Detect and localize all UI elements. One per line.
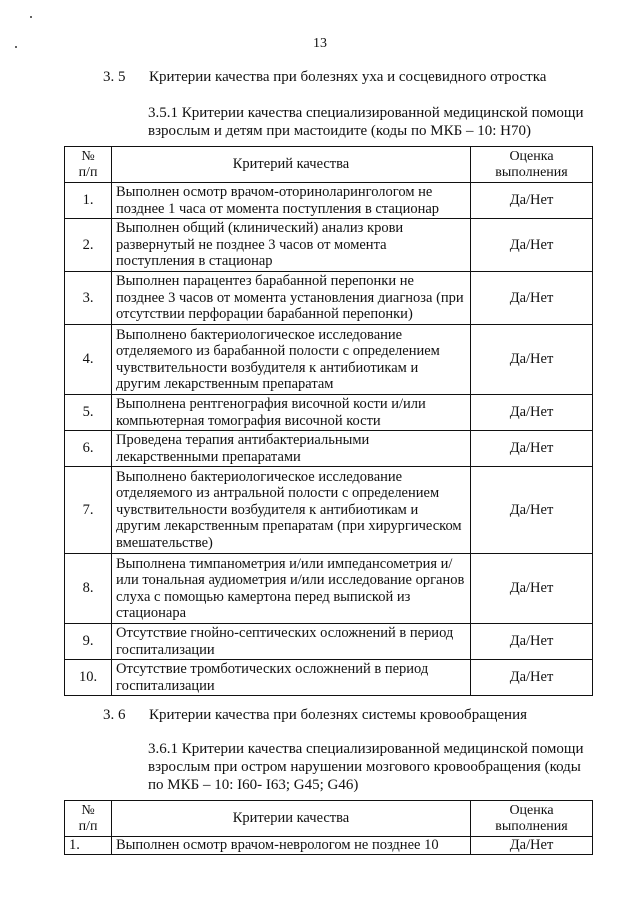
header-number: № п/п: [65, 147, 112, 183]
row-criterion: Выполнена тимпанометрия и/или импедансометрия и/или тональная аудиометрия и/или исследование органов слуха с помощью камертона перед выпиской из стационара: [112, 554, 471, 624]
row-evaluation: Да/Нет: [471, 467, 593, 554]
table-row: [65, 219, 593, 272]
row-criterion: Отсутствие гнойно-септических осложнений в период госпитализации: [112, 624, 471, 660]
criteria-table: [64, 146, 593, 696]
table-row: [65, 660, 593, 696]
row-criterion: Выполнено бактериологическое исследование отделяемого из антральной полости с определением чувствительности возбудителя к антибиотикам и другим лекарственным препаратам (при хирургическом вмешательстве): [112, 467, 471, 554]
row-evaluation: Да/Нет: [471, 183, 593, 219]
row-evaluation: Да/Нет: [471, 624, 593, 660]
table-row: [65, 624, 593, 660]
table-header-row: [65, 801, 593, 837]
row-number: 1.: [65, 183, 112, 219]
section-number: 3. 6: [103, 707, 126, 723]
header-number: № п/п: [65, 801, 112, 837]
header-criterion: Критерии качества: [112, 801, 471, 837]
table-row: [65, 431, 593, 467]
row-number: 5.: [65, 395, 112, 431]
table-row: [65, 467, 593, 554]
table-row: [65, 837, 593, 855]
row-evaluation: Да/Нет: [471, 325, 593, 395]
row-evaluation: Да/Нет: [471, 554, 593, 624]
table-row: [65, 272, 593, 325]
row-number: 3.: [65, 272, 112, 325]
scan-artifact: [30, 16, 32, 18]
section-number: 3. 5: [103, 69, 126, 85]
row-criterion: Выполнен осмотр врачом-неврологом не позднее 10: [112, 837, 471, 855]
row-number: 10.: [65, 660, 112, 696]
row-evaluation: Да/Нет: [471, 272, 593, 325]
header-evaluation: Оценка выполнения: [471, 801, 593, 837]
header-evaluation: Оценка выполнения: [471, 147, 593, 183]
row-number: 2.: [65, 219, 112, 272]
section-title: Критерии качества при болезнях уха и сосцевидного отростка: [149, 69, 547, 85]
table-row: [65, 554, 593, 624]
table-row: [65, 325, 593, 395]
row-number: 7.: [65, 467, 112, 554]
row-evaluation: Да/Нет: [471, 660, 593, 696]
header-criterion: Критерий качества: [112, 147, 471, 183]
page-number: 13: [313, 36, 327, 51]
row-criterion: Проведена терапия антибактериальными лекарственными препаратами: [112, 431, 471, 467]
criteria-table: [64, 800, 593, 855]
table-row: [65, 395, 593, 431]
row-evaluation: Да/Нет: [471, 219, 593, 272]
row-evaluation: Да/Нет: [471, 837, 593, 855]
table-header-row: [65, 147, 593, 183]
row-number: 1.: [65, 837, 112, 855]
section-heading: [103, 706, 527, 724]
row-evaluation: Да/Нет: [471, 395, 593, 431]
section-heading: [103, 68, 546, 86]
row-criterion: Выполнен парацентез барабанной перепонки не позднее 3 часов от момента установления диагноза (при отсутствии перфорации барабанной перепонки): [112, 272, 471, 325]
row-criterion: Выполнен общий (клинический) анализ крови развернутый не позднее 3 часов от момента поступления в стационар: [112, 219, 471, 272]
row-evaluation: Да/Нет: [471, 431, 593, 467]
subsection-title: 3.5.1 Критерии качества специализированной медицинской помощи взрослым и детям при мастоидите (коды по МКБ – 10: H70): [148, 105, 584, 139]
row-number: 9.: [65, 624, 112, 660]
row-number: 4.: [65, 325, 112, 395]
row-number: 6.: [65, 431, 112, 467]
row-criterion: Выполнен осмотр врачом-оториноларингологом не позднее 1 часа от момента поступления в стационар: [112, 183, 471, 219]
table-row: [65, 183, 593, 219]
row-number: 8.: [65, 554, 112, 624]
row-criterion: Отсутствие тромботических осложнений в период госпитализации: [112, 660, 471, 696]
row-criterion: Выполнено бактериологическое исследование отделяемого из барабанной полости с определением чувствительности возбудителя к антибиотикам и другим лекарственным препаратам: [112, 325, 471, 395]
row-criterion: Выполнена рентгенография височной кости и/или компьютерная томография височной кости: [112, 395, 471, 431]
subsection-title: 3.6.1 Критерии качества специализированной медицинской помощи взрослым при остром нарушении мозгового кровообращения (коды по МКБ – 10: I60- I63; G45; G46): [148, 741, 584, 793]
section-title: Критерии качества при болезнях системы кровообращения: [149, 707, 528, 723]
